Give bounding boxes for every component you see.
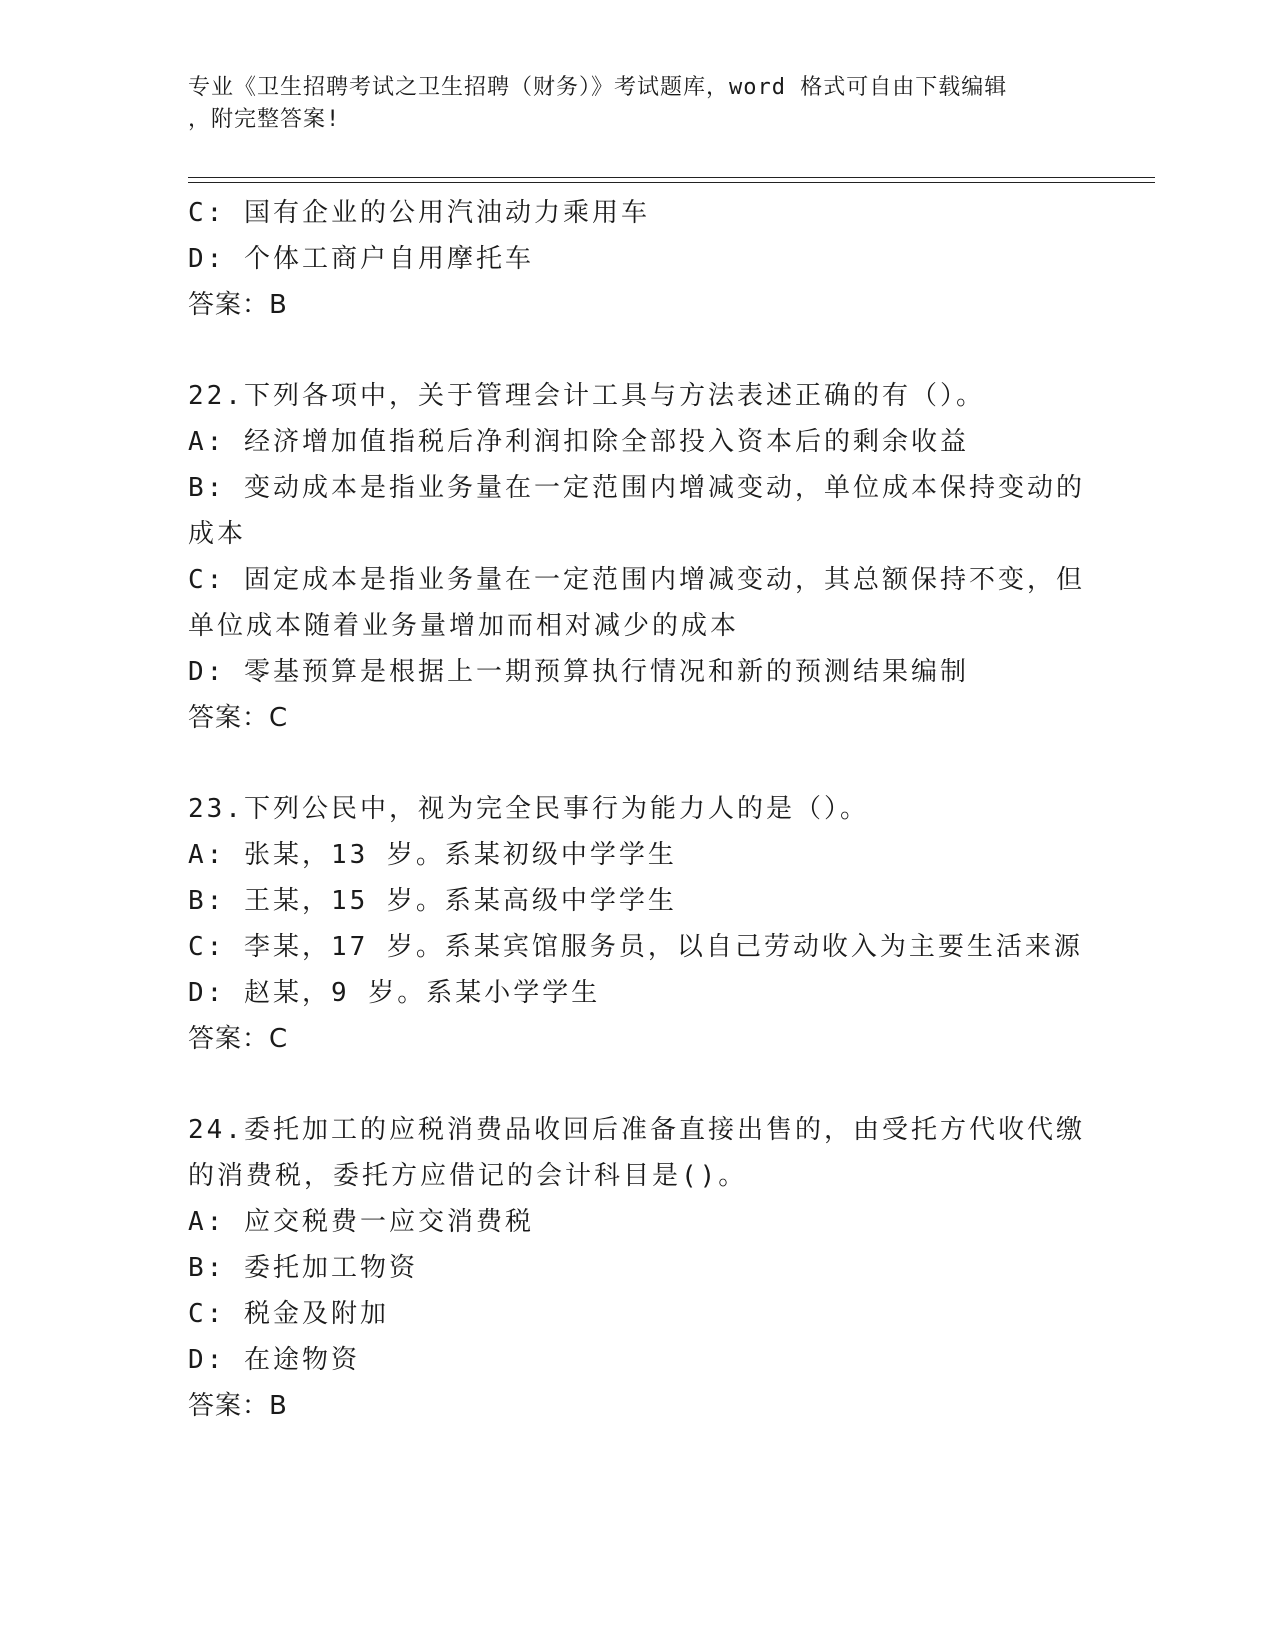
question-22: [188, 373, 1088, 741]
question-text-line-1: 24.委托加工的应税消费品收回后准备直接出售的，由受托方代收代缴: [188, 1115, 1085, 1145]
option-c: C: 国有企业的公用汽油动力乘用车: [188, 198, 650, 228]
spacer: [188, 741, 1088, 786]
question-text: 23.下列公民中，视为完全民事行为能力人的是（）。: [188, 794, 869, 824]
option-a: A: 经济增加值指税后净利润扣除全部投入资本后的剩余收益: [188, 427, 969, 457]
header-divider-top: [188, 177, 1155, 178]
option-c: C: 李某，17 岁。系某宾馆服务员，以自己劳动收入为主要生活来源: [188, 932, 1083, 962]
option-c-line-2: 单位成本随着业务量增加而相对减少的成本: [188, 611, 740, 641]
header-line-2: ，附完整答案!: [188, 107, 341, 132]
spacer: [188, 328, 1088, 373]
question-text: 22.下列各项中，关于管理会计工具与方法表述正确的有（）。: [188, 381, 985, 411]
option-a: A: 应交税费一应交消费税: [188, 1207, 534, 1237]
document-header: [188, 72, 1068, 136]
question-21-tail: [188, 190, 1088, 328]
option-a: A: 张某，13 岁。系某初级中学学生: [188, 840, 677, 870]
header-divider-bottom: [188, 182, 1155, 183]
option-b-line-1: B: 变动成本是指业务量在一定范围内增减变动，单位成本保持变动的: [188, 473, 1085, 503]
answer-line: 答案：B: [188, 290, 288, 320]
question-23: [188, 786, 1088, 1062]
question-24: [188, 1107, 1088, 1429]
option-c: C: 税金及附加: [188, 1299, 389, 1329]
answer-line: 答案：B: [188, 1391, 288, 1421]
option-b: B: 王某，15 岁。系某高级中学学生: [188, 886, 677, 916]
answer-line: 答案：C: [188, 1024, 289, 1054]
option-b-line-2: 成本: [188, 519, 247, 549]
option-c-line-1: C: 固定成本是指业务量在一定范围内增减变动，其总额保持不变，但: [188, 565, 1085, 595]
question-text-line-2: 的消费税，委托方应借记的会计科目是()。: [188, 1161, 748, 1191]
option-d: D: 赵某，9 岁。系某小学学生: [188, 978, 601, 1008]
answer-line: 答案：C: [188, 703, 289, 733]
option-d: D: 个体工商户自用摩托车: [188, 244, 534, 274]
question-list: [188, 190, 1088, 1429]
header-line-1: 专业《卫生招聘考试之卫生招聘（财务）》考试题库，word 格式可自由下载编辑: [188, 75, 1008, 100]
option-b: B: 委托加工物资: [188, 1253, 418, 1283]
option-d: D: 在途物资: [188, 1345, 360, 1375]
option-d: D: 零基预算是根据上一期预算执行情况和新的预测结果编制: [188, 657, 969, 687]
spacer: [188, 1062, 1088, 1107]
